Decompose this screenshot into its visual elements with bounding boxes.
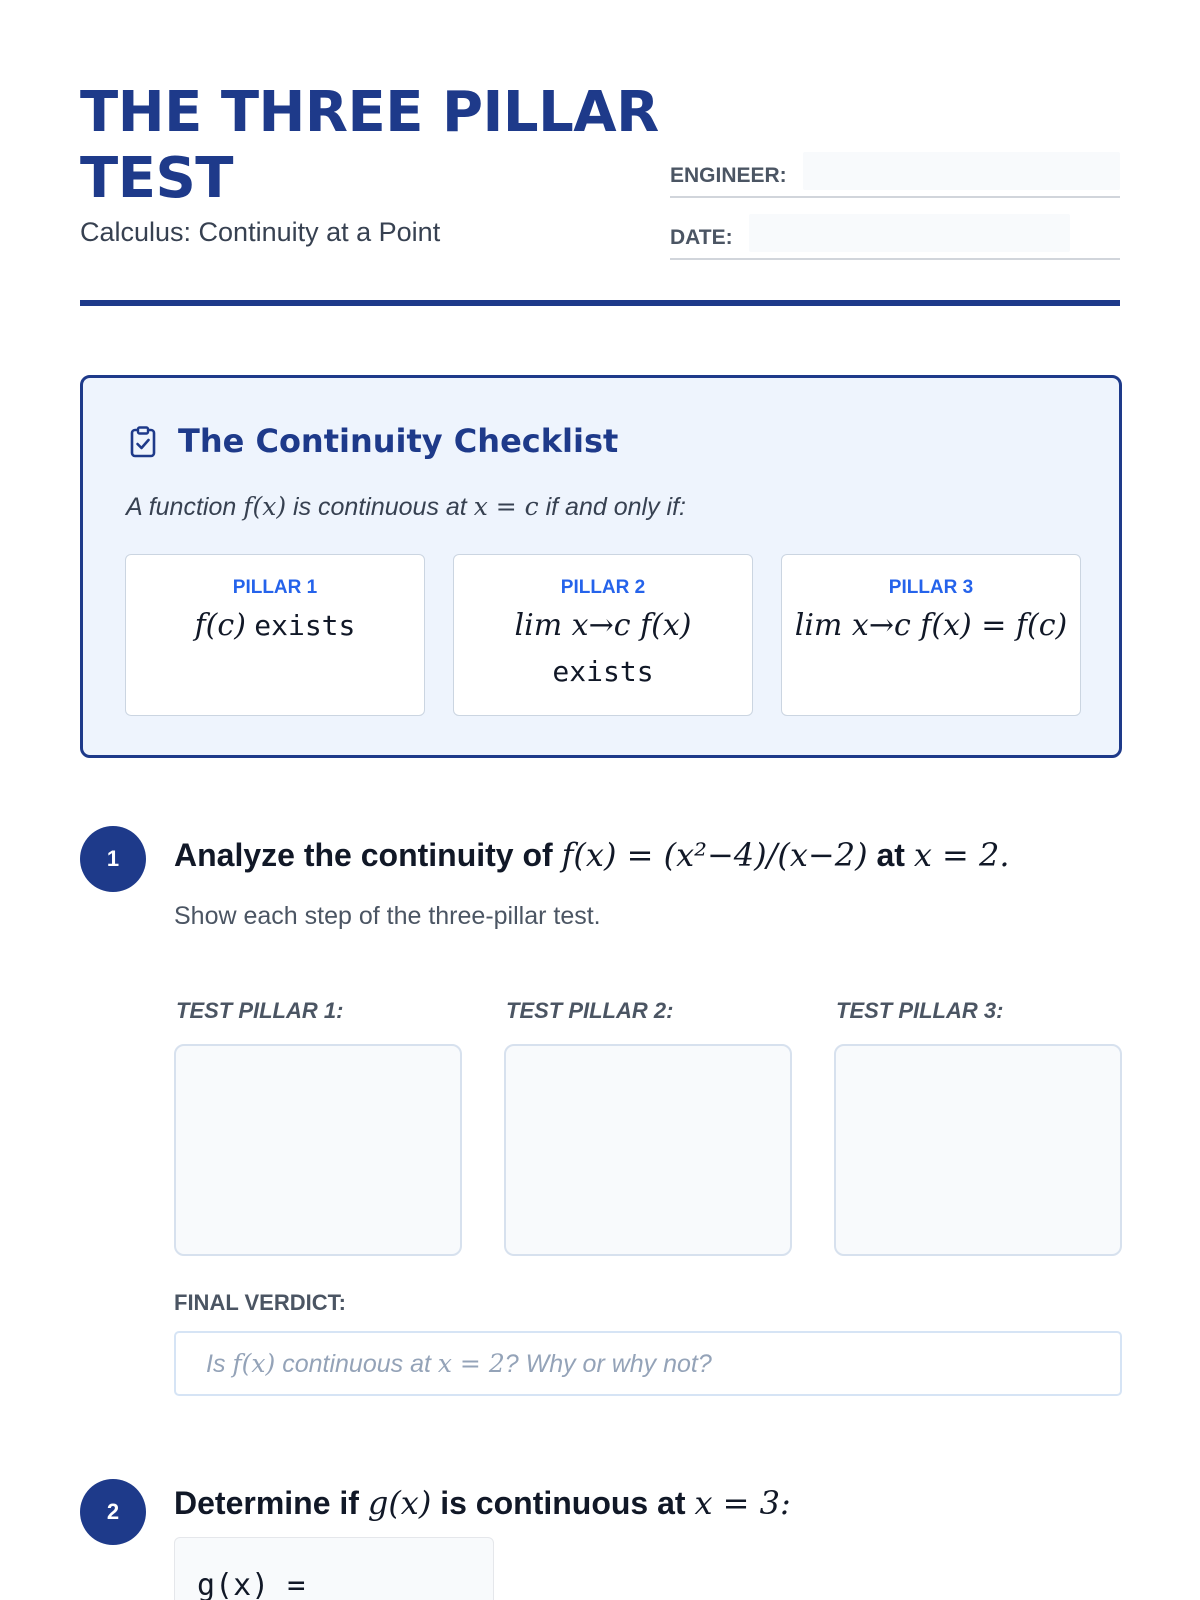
pillar-3-label: PILLAR 3 <box>888 577 974 598</box>
test-pillar-1-label: TEST PILLAR 1: <box>176 998 344 1023</box>
pillar-card-3 <box>781 554 1081 716</box>
question-2-number-badge: 2 <box>80 1479 146 1545</box>
checklist-intro: A function f(x) is continuous at x = c if and only if: <box>126 492 686 521</box>
page-subtitle: Calculus: Continuity at a Point <box>80 217 441 247</box>
piecewise-definition-box <box>174 1537 494 1600</box>
question-2-prompt: Determine if g(x) is continuous at x = 3: <box>174 1484 791 1522</box>
final-verdict-label: FINAL VERDICT: <box>174 1290 346 1315</box>
pillar-card-2 <box>453 554 753 716</box>
test-pillar-2-label: TEST PILLAR 2: <box>506 998 674 1023</box>
pillar-3-condition: lim x→c f(x) = f(c) <box>794 608 1068 643</box>
test-pillar-3-label: TEST PILLAR 3: <box>836 998 1004 1023</box>
pillar-2-condition: lim x→c f(x) exists <box>514 608 692 688</box>
question-1-prompt: Analyze the continuity of f(x) = (x²−4)/(x−2) at x = 2. <box>174 836 1010 874</box>
pillar-2-label: PILLAR 2 <box>560 577 646 598</box>
piecewise-definition-text: g(x) = <box>197 1568 306 1600</box>
header-divider <box>80 300 1120 306</box>
question-1-instructions: Show each step of the three-pillar test. <box>174 902 601 930</box>
engineer-label: ENGINEER: <box>670 164 787 187</box>
clipboard-check-icon <box>130 426 156 458</box>
question-1-function: f(x) = (x²−4)/(x−2) <box>561 836 868 874</box>
test-pillar-3-answer-box[interactable] <box>834 1044 1122 1256</box>
final-verdict-input[interactable]: Is f(x) continuous at x = 2? Why or why not? <box>174 1331 1122 1396</box>
test-pillar-1-answer-box[interactable] <box>174 1044 462 1256</box>
pillar-card-1 <box>125 554 425 716</box>
question-2-function: g(x) <box>367 1484 432 1522</box>
checklist-title: The Continuity Checklist <box>178 422 619 460</box>
continuity-checklist <box>80 375 1122 758</box>
test-pillar-2-answer-box[interactable] <box>504 1044 792 1256</box>
pillar-1-label: PILLAR 1 <box>232 577 318 598</box>
engineer-row <box>670 150 1120 198</box>
pillar-1-condition: f(c) exists <box>194 608 356 643</box>
engineer-field[interactable] <box>803 152 1120 190</box>
date-field[interactable] <box>749 214 1070 252</box>
page-title: THE THREE PILLAR TEST <box>80 80 659 211</box>
date-row <box>670 212 1120 260</box>
question-1-number-badge: 1 <box>80 826 146 892</box>
date-label: DATE: <box>670 226 733 249</box>
